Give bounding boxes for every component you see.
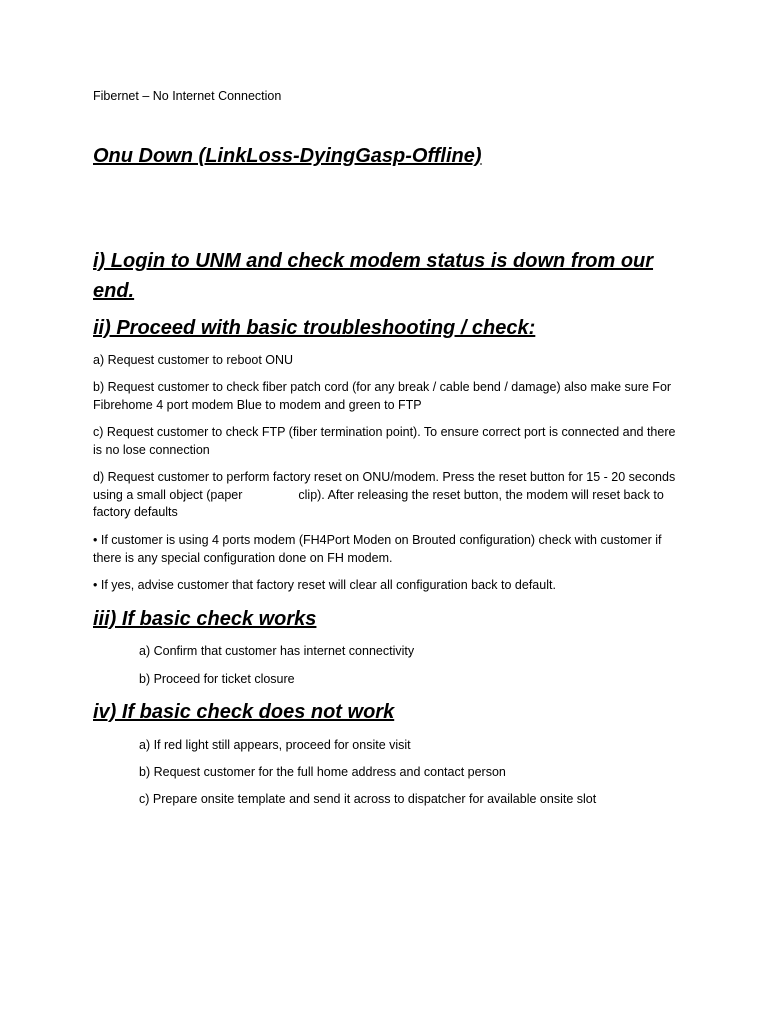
main-heading: Onu Down (LinkLoss-DyingGasp-Offline) bbox=[93, 145, 482, 167]
document-title: Fibernet – No Internet Connection bbox=[93, 89, 282, 103]
step-2c: c) Request customer to check FTP (fiber termination point). To ensure correct port is connected and there is no lose connection bbox=[93, 425, 676, 457]
section-2-heading: ii) Proceed with basic troubleshooting / check: bbox=[93, 317, 536, 339]
section-1-heading: i) Login to UNM and check modem status is down from our end. bbox=[93, 250, 654, 302]
section-3-heading: iii) If basic check works bbox=[93, 608, 317, 630]
step-2a: a) Request customer to reboot ONU bbox=[93, 353, 294, 367]
step-2d bbox=[93, 469, 678, 522]
section-4-heading: iv) If basic check does not work bbox=[93, 701, 395, 723]
bullet-4port-modem: • If customer is using 4 ports modem (FH4Port Moden on Brouted configuration) check with customer if there is any special configuration done on FH modem. bbox=[93, 533, 662, 565]
step-2b: b) Request customer to check fiber patch cord (for any break / cable bend / damage) also make sure For Fibrehome 4 port modem Blue to modem and green to FTP bbox=[93, 380, 672, 412]
bullet-factory-reset-warning: • If yes, advise customer that factory reset will clear all configuration back to default. bbox=[93, 578, 556, 592]
step-3b: b) Proceed for ticket closure bbox=[139, 672, 295, 686]
step-4c: c) Prepare onsite template and send it across to dispatcher for available onsite slot bbox=[139, 792, 597, 806]
step-2d-part1: d) Request customer to perform factory reset on ONU/modem. Press the reset button for 15 - 20 seconds using a small object (paper bbox=[93, 470, 676, 502]
step-3a: a) Confirm that customer has internet connectivity bbox=[139, 644, 415, 658]
step-4b: b) Request customer for the full home address and contact person bbox=[139, 765, 506, 779]
step-2d-part2: clip). After releasing the reset button, the modem will reset back to factory defaults bbox=[93, 487, 664, 519]
step-4a: a) If red light still appears, proceed for onsite visit bbox=[139, 738, 411, 752]
